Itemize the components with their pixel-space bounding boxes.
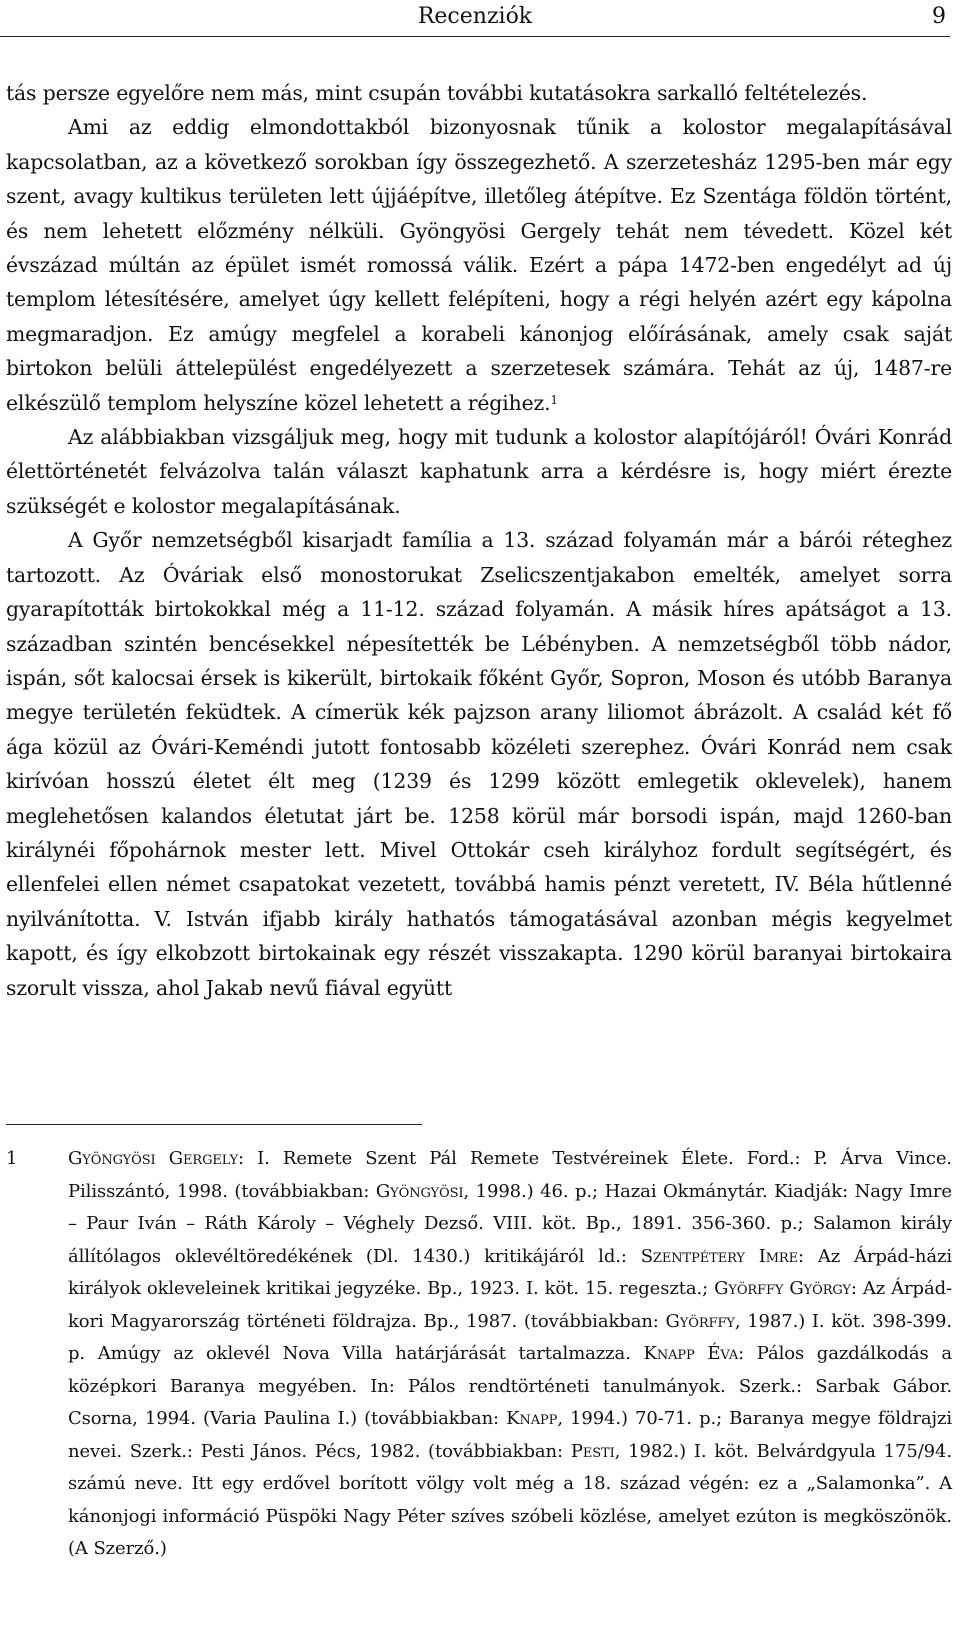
- main-text: [6, 76, 952, 1005]
- paragraph-1: [6, 76, 952, 110]
- author-name: Gyöngyösi Gergely: [68, 1148, 238, 1169]
- footnote-reference[interactable]: 1: [550, 392, 558, 407]
- author-name: Gyöngyösi: [375, 1180, 464, 1202]
- citation-text: , 1987.) I. köt. 398-399. p. Amúgy az oklevél Nova Villa határjárását tartalmazza.: [68, 1310, 952, 1364]
- paragraph-3: [6, 420, 952, 523]
- footnote-text: [68, 1143, 952, 1566]
- citation-text: , 1998.) 46. p.; Hazai Okmánytár. Kiadják: Nagy Imre – Paur Iván – Ráth Károly – Véghely Dezső. VIII. köt. Bp., 1891. 356-360. p.; Salamon király állítólagos oklevéltöredékének (Dl. 1430.) kritikájáról ld.:: [68, 1180, 952, 1267]
- citation-text: : Pálos gazdálkodás a középkori Baranya megyében. In: Pálos rendtörténeti tanulmányok. Szerk.: Sarbak Gábor. Csorna, 1994. (Varia Paulina I.) (továbbiakban:: [68, 1343, 953, 1429]
- footnote-number: 1: [6, 1148, 18, 1169]
- paragraph-4: [6, 523, 952, 1005]
- citation-text: : Az Árpád-kori Magyarország történeti földrajza. Bp., 1987. (továbbiakban:: [68, 1278, 952, 1332]
- running-title: Recenziók: [417, 4, 533, 29]
- author-name: Györffy György: [714, 1278, 851, 1299]
- author-name: Pesti: [570, 1440, 615, 1462]
- paragraph-2-text: Ami az eddig elmondottakból bizonyosnak tűnik a kolostor megalapításával kapcsolatban, az a következő sorokban így összegezhető. A szerzetesház 1295-ben már egy szent, avagy kultikus területen lett újjáépítve, illetőleg átépítve. Ez Szentága földön történt, és nem lehetett előzmény nélküli. Gyöngyösi Gergely tehát nem tévedett. Közel két évszázad múltán az épület ismét romossá válik. Ezért a pápa 1472-ben engedélyt ad új templom létesítésére, amelyet úgy kellett felépíteni, hogy a régi helyén azért egy kápolna megmaradjon. Ez amúgy megfelel a korabeli kánonjog előírásának, amely csak saját birtokon belüli áttelepülést engedélyezett a szerzetesek számára. Tehát az új, 1487-re elkészülő templom helyszíne közel lehetett a régihez.: [6, 115, 952, 415]
- running-header: [0, 0, 950, 37]
- footnote: [6, 1143, 952, 1566]
- author-name: Knapp Éva: [643, 1343, 739, 1364]
- author-name: Szentpétery Imre: [640, 1245, 799, 1267]
- paragraph-4-text: A Győr nemzetségből kisarjadt família a 13. század folyamán már a bárói réteghez tartozott. Az Óváriak első monostorukat Zselicszentjakabon emelték, amelyet sorra gyarapították birtokokkal még a 11-12. század folyamán. A másik híres apátságot a 13. században szintén bencésekkel népesítették be Lébényben. A nemzetségből több nádor, ispán, sőt kalocsai érsek is kikerült, birtokaik főként Győr, Sopron, Moson és utóbb Baranya megye területén feküdtek. A címerük kék pajzson arany liliomot ábrázolt. A család két fő ága közül az Óvári-Keméndi jutott fontosabb közéleti szerephez. Óvári Konrád nem csak kirívóan hosszú életet élt meg (1239 és 1299 között emlegetik oklevelek), hanem meglehetősen kalandos életutat járt be. 1258 körül már borsodi ispán, majd 1260-ban királynéi főpohárnok mester lett. Mivel Ottokár cseh királyhoz fordult segítségért, és ellenfelei ellen német csapatokat vezetett, továbbá hamis pénzt veretett, IV. Béla hűtlenné nyilvánította. V. István ifjabb király hathatós támogatásával azonban mégis kegyelmet kapott, és így elkobzott birtokainak egy részét visszakapta. 1290 körül baranyai birtokaira szorult vissza, ahol Jakab nevű fiával együtt: [6, 528, 952, 1000]
- citation-text: , 1994.) 70-71. p.; Baranya megye földrajzi nevei. Szerk.: Pesti János. Pécs, 1982. (továbbiakban:: [68, 1408, 952, 1462]
- paragraph-1-text: tás persze egyelőre nem más, mint csupán további kutatásokra sarkalló feltételezés.: [6, 81, 868, 105]
- citation-text: , 1982.) I. köt. Belvárdgyula 175/94. számú neve. Itt egy erdővel borított völgy volt még a 18. század végén: ez a „Salamonka”. A kánonjogi információ Püspöki Nagy Péter szíves szóbeli közlése, amelyet ezúton is megköszönök. (A Szerző.): [68, 1440, 952, 1559]
- citation-text: : Az Árpád-házi királyok okleveleinek kritikai jegyzéke. Bp., 1923. I. köt. 15. regeszta.;: [68, 1245, 952, 1299]
- author-name: Knapp: [506, 1408, 558, 1429]
- paragraph-2: [6, 110, 952, 420]
- author-name: Györffy: [665, 1310, 735, 1332]
- paragraph-3-text: Az alábbiakban vizsgáljuk meg, hogy mit tudunk a kolostor alapítójáról! Óvári Konrád élettörténetét felvázolva talán választ kaphatunk arra a kérdésre is, hogy miért érezte szükségét e kolostor megalapításának.: [6, 425, 952, 518]
- citation-text: : I. Remete Szent Pál Remete Testvéreinek Élete. Ford.: P. Árva Vince. Pilisszántó, 1998. (továbbiakban:: [68, 1148, 952, 1202]
- footnote-separator: [6, 1124, 422, 1125]
- page-number: 9: [932, 4, 946, 29]
